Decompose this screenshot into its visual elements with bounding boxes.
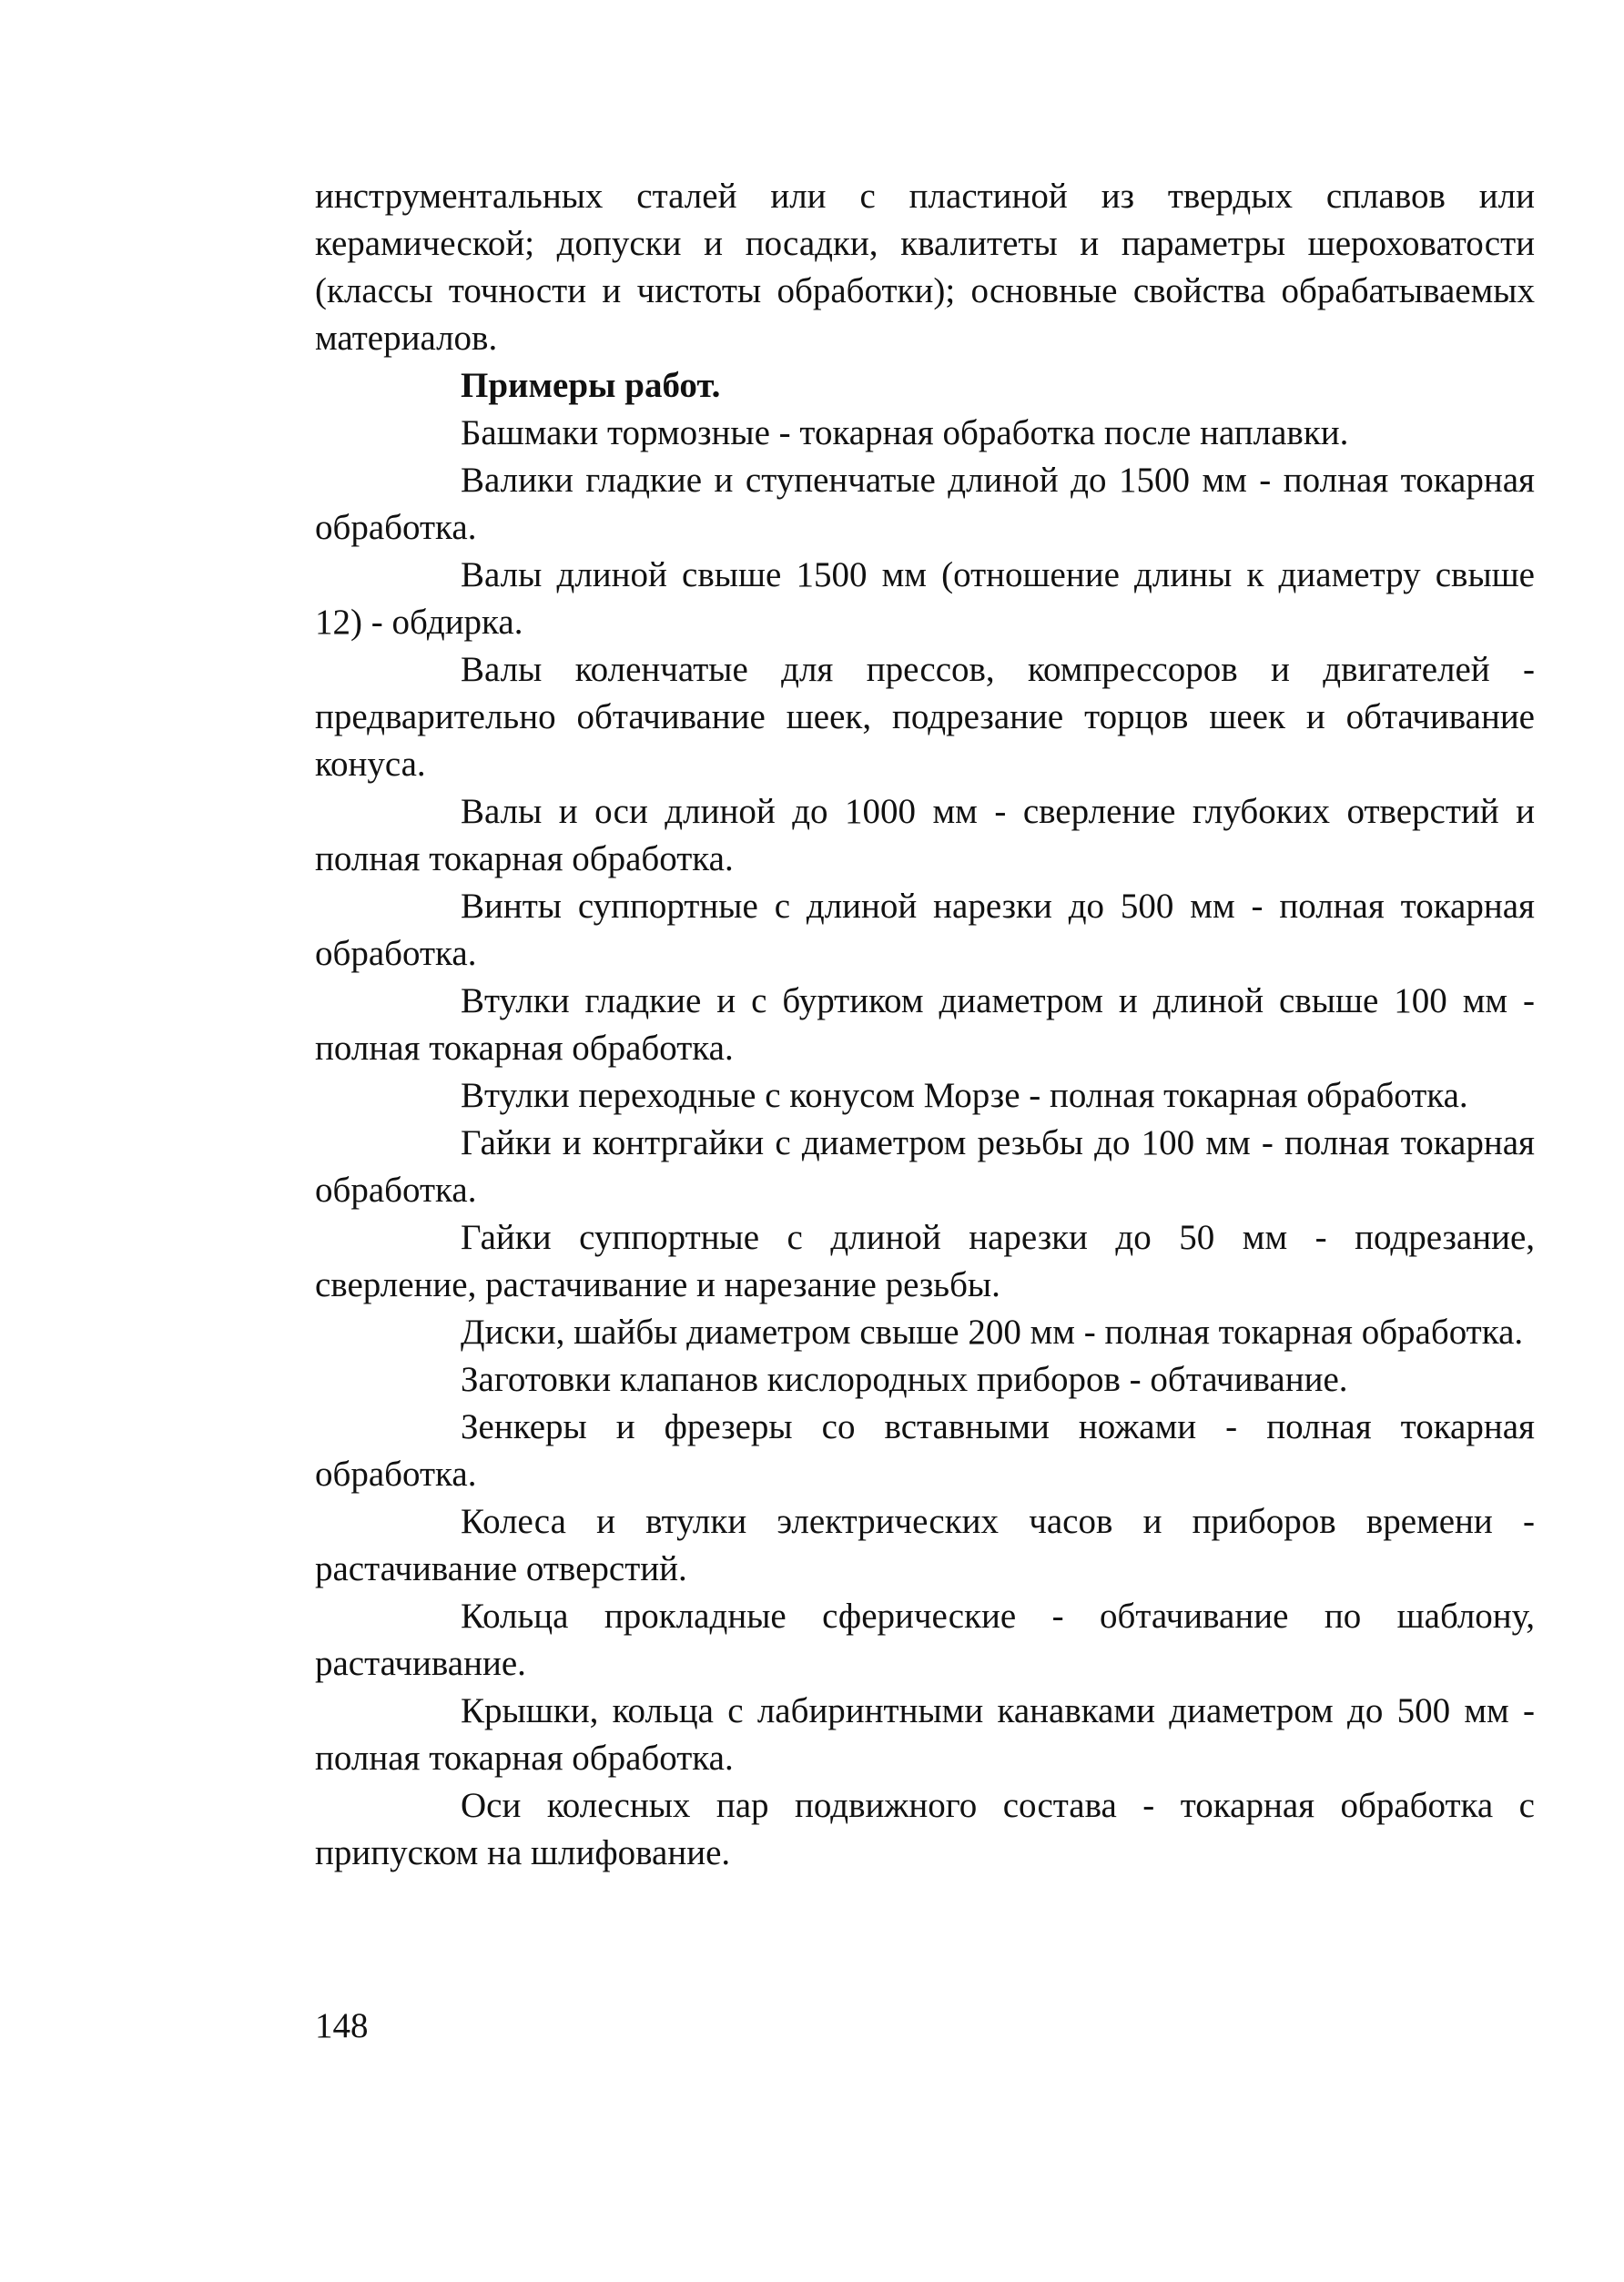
example-item: Валики гладкие и ступенчатые длиной до 1500 мм - полная токарная обработка. <box>315 461 1535 547</box>
example-item: Кольца прокладные сферические - обтачивание по шаблону, растачивание. <box>315 1597 1535 1683</box>
page-number: 148 <box>315 2006 369 2045</box>
example-item: Валы коленчатые для прессов, компрессоров и двигателей - предварительно обтачивание шеек, подрезание торцов шеек и обтачивание конуса. <box>315 650 1535 784</box>
section-heading: Примеры работ. <box>461 366 721 405</box>
example-item: Валы и оси длиной до 1000 мм - сверление глубоких отверстий и полная токарная обработка. <box>315 792 1535 878</box>
page-body <box>315 173 1535 1877</box>
example-item: Зенкеры и фрезеры со вставными ножами - полная токарная обработка. <box>315 1407 1535 1494</box>
example-item: Втулки переходные с конусом Морзе - полная токарная обработка. <box>461 1076 1468 1115</box>
example-item: Заготовки клапанов кислородных приборов - обтачивание. <box>461 1360 1348 1399</box>
example-item: Гайки и контргайки с диаметром резьбы до 100 мм - полная токарная обработка. <box>315 1123 1535 1210</box>
example-item: Оси колесных пар подвижного состава - токарная обработка с припуском на шлифование. <box>315 1786 1535 1872</box>
example-item: Башмаки тормозные - токарная обработка после наплавки. <box>461 413 1349 452</box>
example-item: Валы длиной свыше 1500 мм (отношение длины к диаметру свыше 12) - обдирка. <box>315 555 1535 642</box>
example-item: Гайки суппортные с длиной нарезки до 50 мм - подрезание, сверление, растачивание и нарезание резьбы. <box>315 1218 1535 1304</box>
example-item: Диски, шайбы диаметром свыше 200 мм - полная токарная обработка. <box>461 1313 1524 1352</box>
intro-paragraph: инструментальных сталей или с пластиной из твердых сплавов или керамической; допуски и посадки, квалитеты и параметры шероховатости (классы точности и чистоты обработки); основные свойства обрабатываемых материалов. <box>315 177 1535 358</box>
example-item: Крышки, кольца с лабиринтными канавками диаметром до 500 мм - полная токарная обработка. <box>315 1691 1535 1778</box>
example-item: Втулки гладкие и с буртиком диаметром и длиной свыше 100 мм - полная токарная обработка. <box>315 981 1535 1068</box>
example-item: Колеса и втулки электрических часов и приборов времени - растачивание отверстий. <box>315 1502 1535 1588</box>
example-item: Винты суппортные с длиной нарезки до 500 мм - полная токарная обработка. <box>315 887 1535 973</box>
